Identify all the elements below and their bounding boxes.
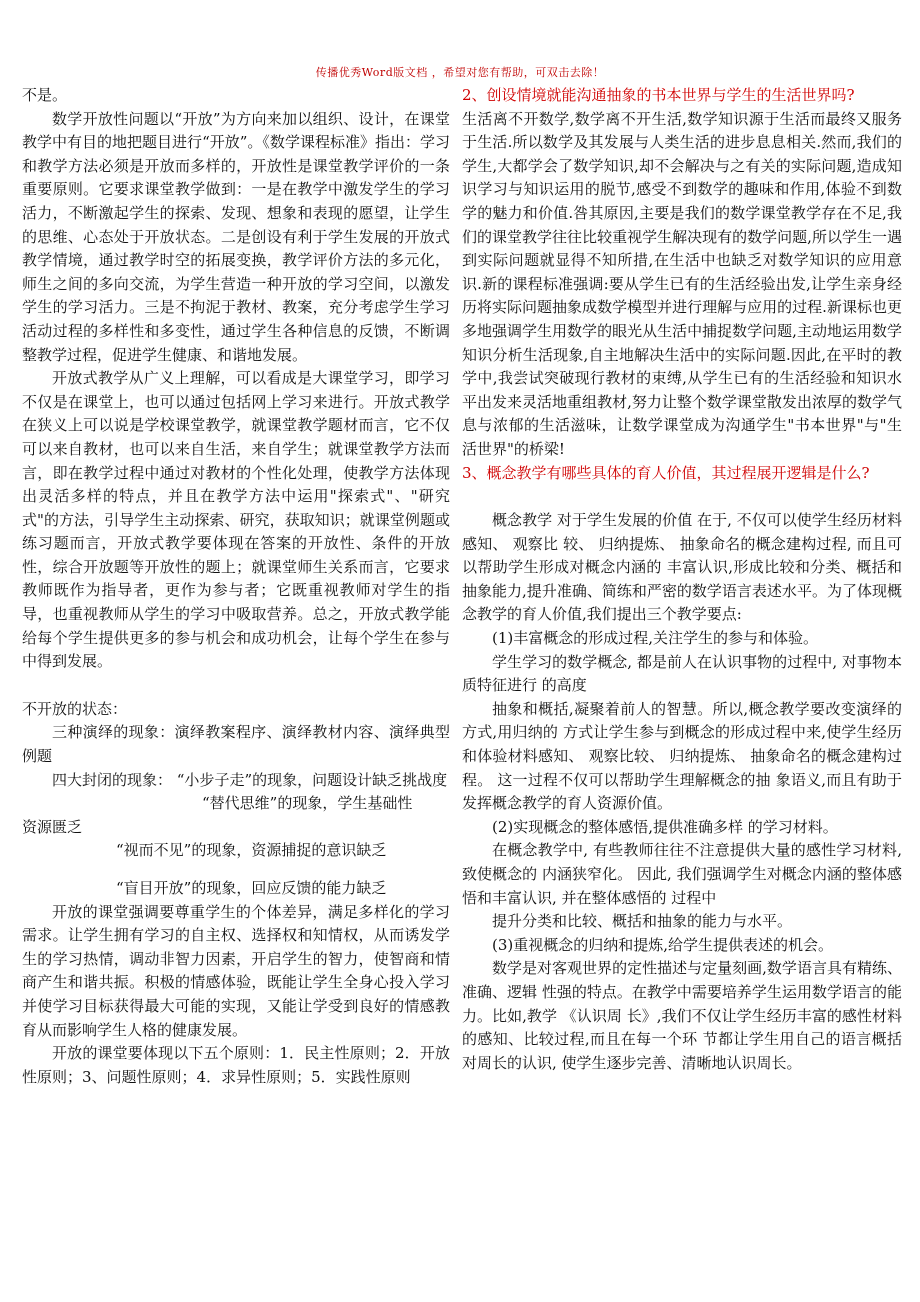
paragraph: “盲目开放”的现象，回应反馈的能力缺乏 (116, 879, 387, 897)
paragraph: 资源匮乏 (22, 817, 83, 836)
header-banner: 传播优秀Word版文档 ，希望对您有帮助，可双击去除！ (315, 66, 605, 79)
paragraph: 学生学习的数学概念, 都是前人在认识事物的过程中, 对事物本质特征进行 的高度 (462, 652, 902, 695)
paragraph: 开放的课堂强调要尊重学生的个体差异，满足多样化的学习需求。让学生拥有学习的自主权、选择权和知情权，从而诱发学生的学习热情，调动非智力因素，开启学生的智力，使智商和情商产生和谐共振。积极的情感体验，既能让学生全身心投入学习并使学习目标获得最大可能的实现，又能让学受到良好的情感教育从而影响学生人格的健康发展。 (22, 902, 450, 1039)
left-column (22, 84, 450, 1089)
paragraph: 在概念教学中, 有些教师往往不注意提供大量的感性学习材料, 致使概念的 内涵狭窄化。 因此, 我们强调学生对概念内涵的整体感悟和丰富认识, 并在整体感悟的 过程中 (462, 841, 902, 907)
paragraph: 生活离不开数学,数学离不开生活,数学知识源于生活而最终又服务于生活.所以数学及其发展与人类生活的进步息息相关.然而,我们的学生,大都学会了数学知识,却不会解决与之有关的实际问题,造成知识学习与知识运用的脱节,感受不到数学的趣味和作用,体验不到数学的魅力和价值.咎其原因,主要是我们的数学课堂教学存在不足,我们的课堂教学往往比较重视学生解决现有的数学问题,所以学生一遇到实际问题就显得不知所措,在生活中也缺乏对数学知识的应用意识.新的课程标准强调:要从学生已有的生活经验出发,让学生亲身经历将实际问题抽象成数学模型并进行理解与应用的过程.新课标也更多地强调学生用数学的眼光从生活中捕捉数学问题,主动地运用数学知识分析生活现象,自主地解决生活中的实际问题.因此,在平时的教学中,我尝试突破现行教材的束缚,从学生已有的生活经验和知识水平出发来灵活地重组教材,努力让整个数学课堂散发出浓厚的数学气息与浓郁的生活滋味，让数学课堂成为沟通学生"书本世界"与"生活世界"的桥梁! (462, 109, 902, 458)
question-heading-2: 2、创设情境就能沟通抽象的书本世界与学生的生活世界吗? (462, 86, 855, 104)
paragraph: (3)重视概念的归纳和提炼,给学生提供表述的机会。 (492, 935, 834, 954)
paragraph: 抽象和概括,凝聚着前人的智慧。所以,概念教学要改变演绎的方式,用归纳的 方式让学生参与到概念的形成过程中来,使学生经历和体验材料感知、 观察比较、 归纳提炼、 抽象命名的概念建构过程。 这一过程不仅可以帮助学生理解概念的抽 象语义,而且有助于发挥概念教学的育人资源价值。 (462, 699, 902, 813)
paragraph: 数学是对客观世界的定性描述与定量刻画,数学语言具有精练、准确、逻辑 性强的特点。在教学中需要培养学生运用数学语言的能力。比如,教学 《认识周 长》,我们不仅让学生经历丰富的感性材料的感知、比较过程,而且在每一个环 节都让学生用自己的语言概括对周长的认识, 使学生逐步完善、清晰地认识周长。 (462, 959, 902, 1072)
paragraph: 开放的课堂要体现以下五个原则：1．民主性原则；2．开放性原则；3、问题性原则；4．求异性原则；5．实践性原则 (22, 1044, 450, 1086)
paragraph: (2)实现概念的整体感悟,提供准确多样 的学习材料。 (492, 817, 838, 836)
paragraph: 概念教学 对于学生发展的价值 在于, 不仅可以使学生经历材料感知、 观察比 较、 归纳提炼、 抽象命名的概念建构过程, 而且可以帮助学生形成对概念内涵的 丰富认识,形成比较和分类、概括和抽象能力,提升准确、简练和严密的数学语言表述水平。为了体现概念教学的育人价值,我们提出三个教学要点: (462, 511, 902, 624)
paragraph: “视而不见”的现象，资源捕捉的意识缺乏 (116, 841, 387, 860)
paragraph: 不是。 (22, 86, 68, 104)
paragraph: (1)丰富概念的形成过程,关注学生的参与和体验。 (492, 629, 819, 648)
paragraph: 数学开放性问题以“开放”为方向来加以组织、设计，在课堂教学中有目的地把题目进行“开放”。《数学课程标准》指出：学习和教学方法必须是开放而多样的，开放性是课堂教学评价的一条重要原则。它要求课堂教学做到：一是在教学中激发学生的学习活力，不断激起学生的探索、发现、想象和表现的愿望，让学生的思维、心态处于开放状态。二是创设有利于学生发展的开放式教学情境，通过教学时空的拓展变换，教学评价方法的多元化，师生之间的多向交流，为学生营造一种开放的学习空间，以激发学生的学习活力。三是不拘泥于教材、教案，充分考虑学生学习活动过程的多样性和多变性，通过学生各种信息的反馈，不断调整教学过程，促进学生健康、和谐地发展。 (22, 109, 450, 364)
paragraph: 开放式教学从广义上理解，可以看成是大课堂学习，即学习不仅是在课堂上，也可以通过包括网上学习来进行。开放式教学在狭义上可以说是学校课堂教学，就课堂教学题材而言，它不仅可以来自教材，也可以来自生活，来自学生；就课堂教学方法而言，即在教学过程中通过对教材的个性化处理，使教学方法体现出灵活多样的特点，并且在教学方法中运用"探索式"、"研究式"的方法，引导学生主动探索、研究，获取知识；就课堂例题或练习题而言，开放式教学要体现在答案的开放性、条件的开放性，综合开放题等开放性的题上；就课堂师生关系而言，它要求教师既作为指导者，更作为参与者；它既重视教师对学生的指导，也重视教师从学生的学习中吸取营养。总之，开放式教学能给每个学生提供更多的参与机会和成功机会，让每个学生在参与中得到发展。 (22, 369, 450, 671)
paragraph: “替代思维”的现象，学生基础性 (202, 794, 413, 813)
paragraph: 三种演绎的现象：演绎教案程序、演绎教材内容、演绎典型例题 (22, 723, 450, 766)
question-heading-3: 3、概念教学有哪些具体的育人价值，其过程展开逻辑是什么? (462, 463, 870, 482)
right-column (462, 84, 902, 1075)
paragraph: 四大封闭的现象： “小步子走”的现象，问题设计缺乏挑战度 (52, 770, 448, 789)
paragraph: 提升分类和比较、概括和抽象的能力与水平。 (492, 912, 793, 931)
section-label: 不开放的状态： (22, 699, 128, 718)
